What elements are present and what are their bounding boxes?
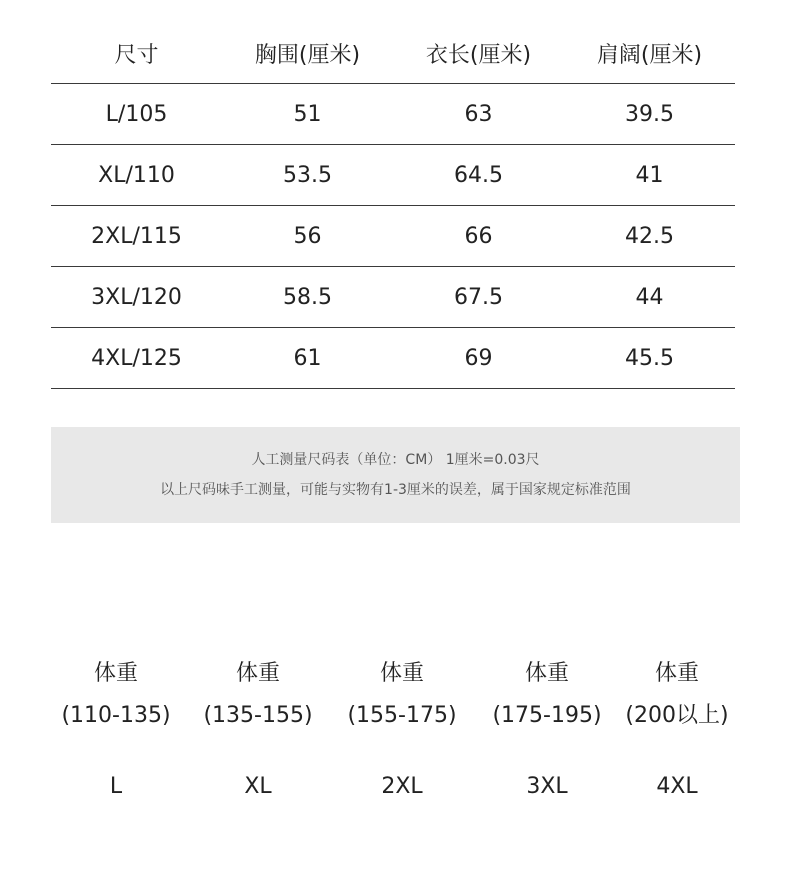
weight-range: (175-195)	[492, 703, 602, 728]
recommended-size: 4XL	[656, 774, 698, 799]
table-cell: 42.5	[625, 223, 674, 249]
table-cell: 53.5	[283, 162, 332, 188]
measurement-note	[51, 427, 740, 523]
weight-column	[188, 654, 328, 799]
table-cell: 61	[293, 345, 322, 371]
table-cell: 41	[635, 162, 664, 188]
table-row	[51, 145, 735, 206]
weight-label: 体重	[93, 661, 138, 686]
weight-label: 体重	[235, 661, 280, 686]
weight-label: 体重	[379, 661, 424, 686]
table-cell: 44	[635, 284, 664, 310]
header-chest: 胸围(厘米)	[254, 42, 361, 68]
table-cell: 58.5	[283, 284, 332, 310]
weight-range: (110-135)	[61, 703, 171, 728]
weight-range: (155-175)	[347, 703, 457, 728]
table-cell: 2XL/115	[91, 223, 182, 249]
header-size: 尺寸	[114, 42, 159, 68]
table-cell: 4XL/125	[91, 345, 182, 371]
table-cell: 64.5	[454, 162, 503, 188]
table-header-row	[51, 23, 735, 84]
recommended-size: 3XL	[526, 774, 568, 799]
recommended-size: L	[109, 774, 123, 799]
header-shoulder: 肩阔(厘米)	[596, 42, 703, 68]
table-row	[51, 328, 735, 389]
weight-range: (200以上)	[625, 703, 729, 728]
table-cell: L/105	[105, 101, 168, 127]
weight-column	[46, 654, 186, 799]
table-cell: 69	[464, 345, 493, 371]
table-cell: 3XL/120	[91, 284, 182, 310]
table-row	[51, 84, 735, 145]
table-cell: 63	[464, 101, 493, 127]
header-length: 衣长(厘米)	[425, 42, 532, 68]
size-table	[51, 23, 735, 389]
recommended-size: 2XL	[381, 774, 423, 799]
table-row	[51, 267, 735, 328]
weight-column	[607, 654, 747, 799]
table-cell: 45.5	[625, 345, 674, 371]
table-cell: 39.5	[625, 101, 674, 127]
table-row	[51, 206, 735, 267]
note-line-1: 人工测量尺码表（单位：CM） 1厘米=0.03尺	[251, 452, 540, 468]
recommended-size: XL	[244, 774, 272, 799]
weight-column	[332, 654, 472, 799]
table-cell: 67.5	[454, 284, 503, 310]
table-cell: 66	[464, 223, 493, 249]
table-cell: 51	[293, 101, 322, 127]
weight-column	[477, 654, 617, 799]
table-cell: 56	[293, 223, 322, 249]
weight-range: (135-155)	[203, 703, 313, 728]
note-line-2: 以上尺码味手工测量，可能与实物有1-3厘米的误差，属于国家规定标准范围	[160, 482, 631, 498]
table-cell: XL/110	[98, 162, 175, 188]
weight-label: 体重	[654, 661, 699, 686]
weight-label: 体重	[524, 661, 569, 686]
